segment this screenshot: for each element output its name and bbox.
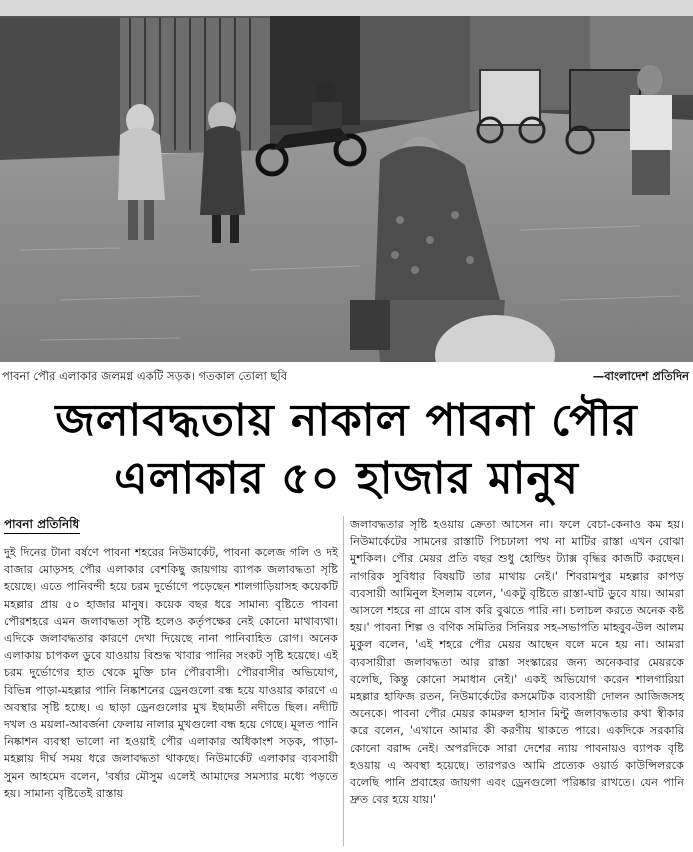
article-column-right — [350, 516, 684, 808]
article-text-left: দুই দিনের টানা বর্ষণে পাবনা শহরের নিউমার্কেট, পাবনা কলেজ গলি ও দই বাজার মোড়সহ পৌর এলাকার বেশকিছু জায়গায় ব্যাপক জলাবদ্ধতা সৃষ্টি হয়েছে। এতে পানিবন্দী হয়ে চরম দুর্ভোগে পড়েছেন শালগাড়িয়াসহ কয়েকটি মহল্লার প্রায় ৫০ হাজার মানুষ। কয়েক বছর ধরে সামান্য বৃষ্টিতে পাবনা পৌরশহরে এমন জলাবদ্ধতা সৃষ্টি হলেও কর্তৃপক্ষের নেই কোনো মাথাব্যথা। এদিকে জলাবদ্ধতার কারণে দেখা দিয়েছে নানা পানিবাহিত রোগ। অনেক এলাকায় চাপকল ডুবে যাওয়ায় বিশুদ্ধ খাবার পানির সংকট সৃষ্টি হয়েছে। এই চরম দুর্ভোগের হাত থেকে মুক্তি চান পৌরবাসী। পৌরবাসীর অভিযোগ, বিভিন্ন পাড়া-মহল্লার পানি নিষ্কাশনের ড্রেনগুলো বন্ধ হয়ে যাওয়ার কারণে এ অবস্থার সৃষ্টি হচ্ছে। এ ছাড়া ড্রেনগুলোর মুখ ইছামতী নদীতে ছিল। নদীটি দখল ও ময়লা-আবর্জনা ফেলায় নালার মুখগুলো বন্ধ হয়ে গেছে। মূলত পানি নিষ্কাশন ব্যবস্থা ভালো না হওয়াই পৌর এলাকার অধিকাংশ সড়ক, পাড়া-মহল্লায় দীর্ঘ সময় ধরে জলাবদ্ধতা থাকছে। নিউমার্কেট এলাকার ব্যবসায়ী সুমন আহমেদ বলেন, 'বর্ষার মৌসুম এলেই আমাদের সমস্যার মধ্যে পড়তে হয়। সামান্য বৃষ্টিতেই রাস্তায় — [4, 546, 338, 800]
news-photo — [0, 0, 693, 362]
headline-line-2: এলাকার ৫০ হাজার মানুষ — [114, 453, 579, 504]
column-divider — [343, 516, 344, 846]
byline-underline — [4, 533, 80, 534]
byline: পাবনা প্রতিনিধি — [4, 517, 80, 531]
headline-line-1: জলাবদ্ধতায় নাকাল পাবনা পৌর — [55, 395, 638, 446]
photo-caption: পাবনা পৌর এলাকার জলমগ্ন একটি সড়ক। গতকাল তোলা ছবি — [2, 369, 288, 383]
photo-caption-row — [2, 366, 691, 386]
headline — [0, 392, 693, 508]
photo-credit: —বাংলাদেশ প্রতিদিন — [592, 369, 689, 383]
article-text-right: জলাবদ্ধতার সৃষ্টি হওয়ায় ক্রেতা আসেন না। ফলে বেচা-কেনাও কম হয়। নিউমার্কেটের সামনের রাস্তাটি পিচঢালা পথ না মাটির রাস্তা এখন বোঝা মুশকিল। পৌর মেয়র প্রতি বছর শুধু হোল্ডিং ট্যাক্স বৃদ্ধির কাজটি করছেন। নাগরিক সুবিধার বিষয়টি তার মাথায় নেই।' শিবরামপুর মহল্লার কাপড় ব্যবসায়ী আমিনুল ইসলাম বলেন, 'একটু বৃষ্টিতে রাস্তা-ঘাট ডুবে যায়। আমরা আসলে শহরে না গ্রামে বাস করি বুঝতে পারি না। চলাচল করতে অনেক কষ্ট হয়।' পাবনা শিল্প ও বণিক সমিতির সিনিয়র সহ-সভাপতি মাহবুব-উল আলম মুকুল বলেন, 'এই শহরে পৌর মেয়র আছেন বলে মনে হয় না। আমরা ব্যবসায়ীরা জলাবদ্ধতা আর রাস্তা সংস্কারের জন্য অনেকবার মেয়রকে বলেছি, কিন্তু কোনো সমাধান নেই।' একই অভিযোগ করেন শালগারিয়া মহল্লার হাফিজ রতন, নিউমার্কেটের কসমেটিক ব্যবসায়ী দোলন আজিজসহ অনেকে। পাবনা পৌর মেয়র কামরুল হাসান মিন্টু জলাবদ্ধতার কথা স্বীকার করে বলেন, 'এখানে আমার কী করণীয় থাকতে পারে। একদিকে সরকারি কোনো বরাদ্দ নেই। অপরদিকে সারা দেশের ন্যায় পাবনায়ও ব্যাপক বৃষ্টি হওয়ায় এ অবস্থা হয়েছে। তারপরও আমি প্রত্যেক ওয়ার্ড কাউন্সিলরকে বলেছি পানি প্রবাহের জায়গা এবং ড্রেনগুলো পরিষ্কার রাখতে। যেন পানি দ্রুত বের হয়ে যায়।' — [350, 518, 684, 807]
article-column-left — [4, 544, 338, 802]
flooded-street-image — [0, 0, 693, 362]
